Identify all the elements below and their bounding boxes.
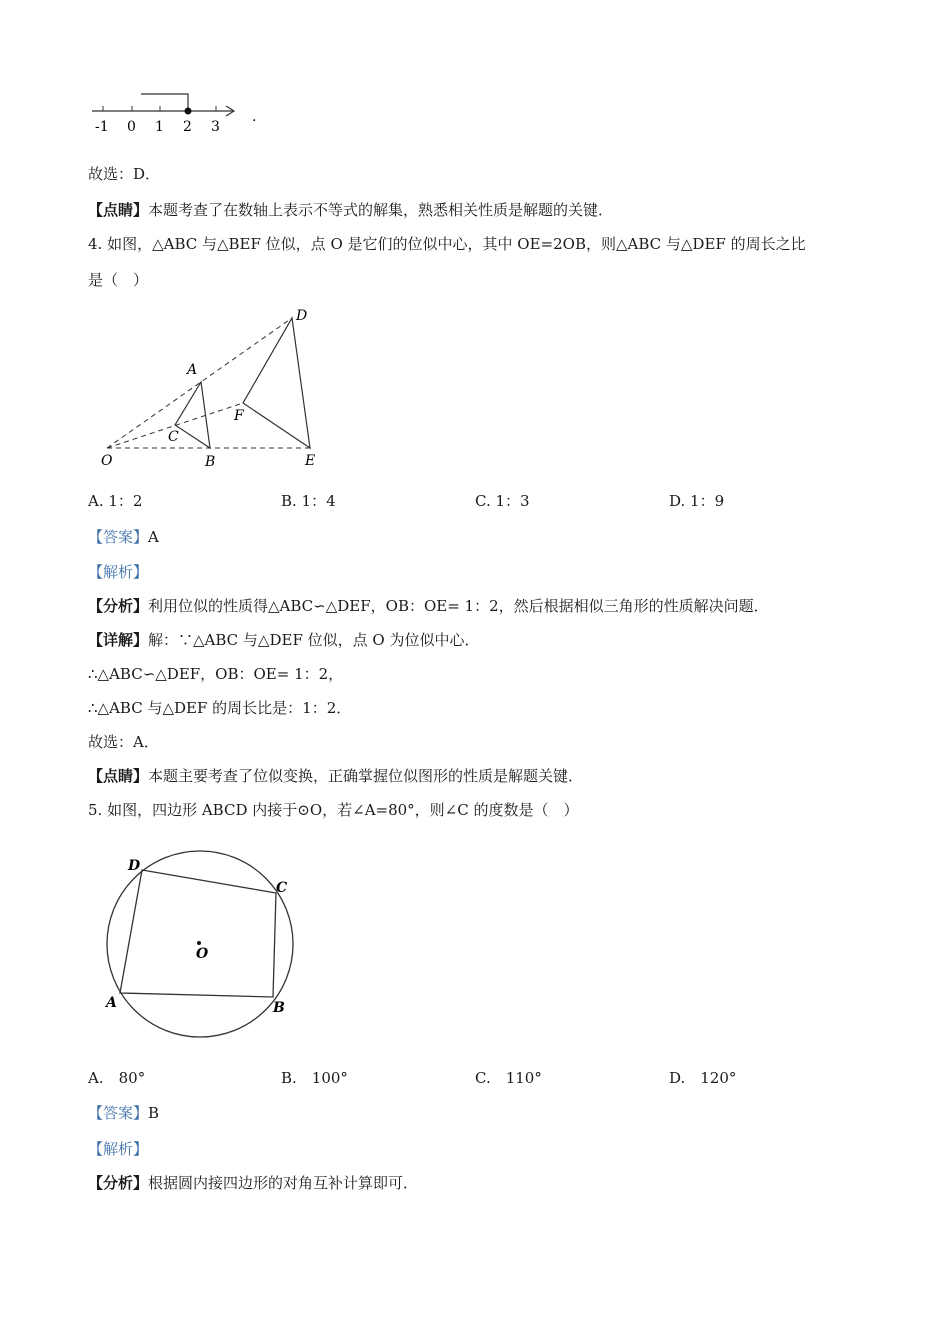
- tick-label: 0: [127, 119, 136, 135]
- label-c: C: [168, 429, 179, 445]
- answer-tag: 【答案】: [88, 528, 149, 546]
- comment-tag: 【点睛】: [88, 767, 149, 785]
- label-e: E: [305, 453, 316, 469]
- comment-text: 本题主要考查了位似变换，正确掌握位似图形的性质是解题关键．: [148, 767, 584, 785]
- label-b: B: [205, 454, 216, 470]
- answer-tag: 【答案】: [88, 1104, 149, 1122]
- trailing-period: .: [252, 109, 257, 125]
- q4-option-d: D. 1：9: [669, 492, 725, 510]
- label-d: D: [128, 858, 141, 874]
- q4-comment: [88, 766, 583, 786]
- tick-label: 1: [155, 119, 164, 135]
- label-c: C: [276, 880, 288, 896]
- prev-comment: [88, 200, 613, 220]
- q4-option-b: B. 1：4: [281, 492, 336, 510]
- label-a: A: [187, 362, 198, 378]
- label-f: F: [234, 408, 244, 424]
- q4-option-c: C. 1：3: [475, 492, 530, 510]
- q4-detail: [88, 630, 479, 650]
- q4-stem-line2: 是（ ）: [88, 271, 149, 289]
- q4-option-a: A. 1：2: [88, 492, 143, 510]
- analysis-text: 利用位似的性质得△ABC∽△DEF，OB：OE= 1：2，然后根据相似三角形的性质解决问题．: [148, 597, 769, 615]
- q5-option-d: D. 120°: [669, 1069, 737, 1087]
- q5-answer: [88, 1103, 159, 1123]
- label-o: O: [196, 946, 209, 962]
- q5-circle-figure: [95, 840, 310, 1045]
- analysis-tag: 【分析】: [88, 1174, 149, 1192]
- q4-step1: ∴△ABC∽△DEF，OB：OE= 1：2，: [88, 665, 344, 683]
- comment-text: 本题考查了在数轴上表示不等式的解集，熟悉相关性质是解题的关键．: [148, 201, 614, 219]
- answer-value: B: [148, 1104, 160, 1122]
- analysis-tag: 【分析】: [88, 597, 149, 615]
- comment-tag: 【点睛】: [88, 201, 149, 219]
- tick-label: -1: [95, 119, 109, 135]
- q5-stem: 5. 如图，四边形 ABCD 内接于⊙O，若∠A=80°，则∠C 的度数是（ ）: [88, 801, 579, 819]
- answer-value: A: [148, 528, 159, 546]
- detail-text: 解：∵△ABC 与△DEF 位似，点 O 为位似中心．: [148, 631, 480, 649]
- prev-choice: 故选：D．: [88, 165, 161, 183]
- q5-option-b: B. 100°: [281, 1069, 348, 1087]
- q5-jiexi: 【解析】: [88, 1140, 149, 1158]
- q5-option-c: C. 110°: [475, 1069, 542, 1087]
- q4-stem-line1: 4. 如图，△ABC 与△BEF 位似，点 O 是它们的位似中心，其中 OE=2OB，则△ABC 与△DEF 的周长之比: [88, 235, 806, 253]
- q4-step2: ∴△ABC 与△DEF 的周长比是：1：2．: [88, 699, 352, 717]
- label-d: D: [296, 308, 308, 324]
- label-a: A: [106, 995, 117, 1011]
- label-b: B: [273, 1000, 285, 1016]
- number-line-figure: [86, 88, 276, 138]
- q4-answer: [88, 527, 159, 547]
- q4-choice: 故选：A．: [88, 733, 159, 751]
- detail-tag: 【详解】: [88, 631, 149, 649]
- label-o: O: [101, 453, 113, 469]
- q4-homothety-figure: [95, 300, 335, 475]
- q4-analysis: [88, 596, 769, 616]
- q5-option-a: A. 80°: [88, 1069, 146, 1087]
- q5-analysis: [88, 1173, 418, 1193]
- tick-label: 3: [211, 119, 220, 135]
- tick-label: 2: [183, 119, 192, 135]
- q4-jiexi: 【解析】: [88, 563, 149, 581]
- analysis-text: 根据圆内接四边形的对角互补计算即可．: [148, 1174, 419, 1192]
